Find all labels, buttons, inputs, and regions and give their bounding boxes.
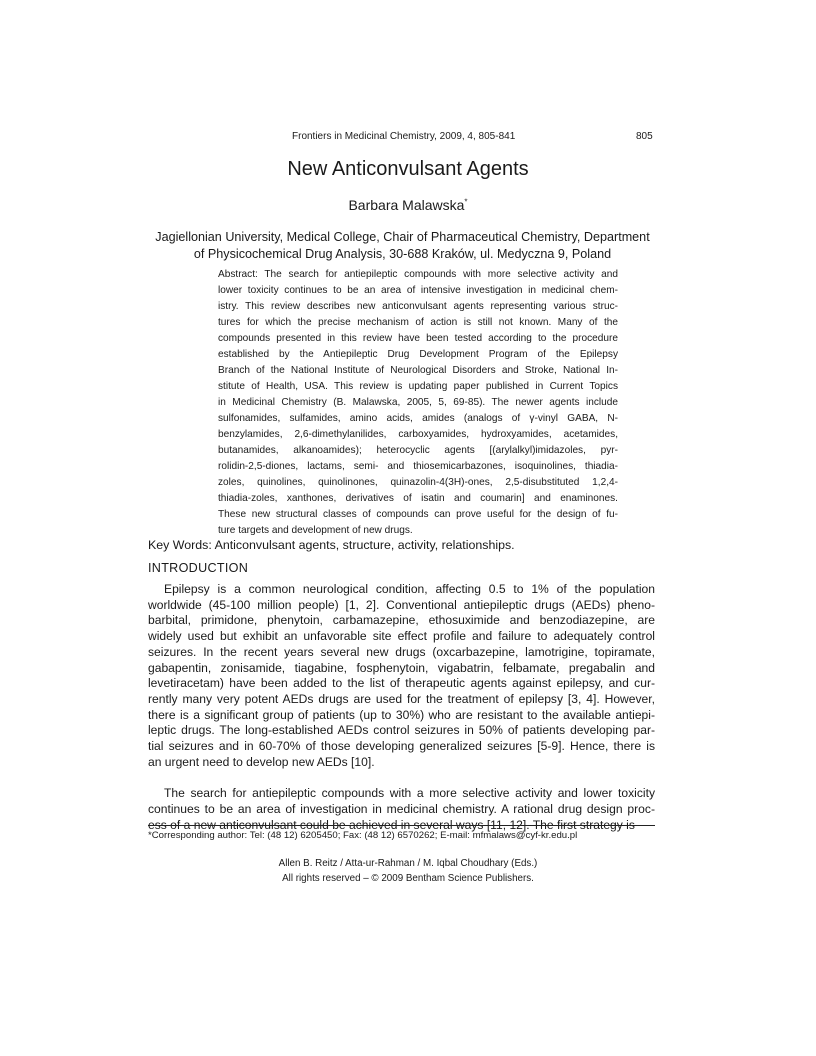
author (0, 197, 816, 213)
author-mark: * (464, 197, 468, 207)
abstract-line: Branch of the National Institute of Neurological Disorders and Stroke, National In- (218, 365, 618, 376)
paragraph-line: rently many very potent AEDs drugs are used for the treatment of epilepsy [3, 4]. However, (148, 691, 655, 706)
abstract-line: butanamides, alkanoamides); heterocyclic agents [(arylalkyl)imidazoles, pyr- (218, 445, 618, 456)
paragraph-gap (148, 770, 655, 786)
page-number: 805 (636, 131, 653, 142)
section-heading: INTRODUCTION (148, 561, 249, 575)
paragraph-line: leptic drugs. The long-established AEDs control seizures in 50% of patients developing par- (148, 723, 655, 738)
body-text (148, 582, 655, 834)
abstract (218, 267, 618, 539)
abstract-line: lower toxicity continues to be an area of intensive investigation in medicinal chem- (218, 285, 618, 296)
copyright-line: All rights reserved – © 2009 Bentham Science Publishers. (282, 873, 534, 884)
paragraph-line: tial seizures and in 60-70% of those developing generalized seizures [5-9]. Hence, there is (148, 739, 655, 754)
abstract-line: istry. This review describes new anticonvulsant agents representing various struc- (218, 301, 618, 312)
abstract-line: compounds presented in this review have been tested according to the procedure (218, 333, 618, 344)
running-header: Frontiers in Medicinal Chemistry, 2009, 4, 805-841 (292, 131, 516, 142)
paragraph-line: there is a significant group of patients (up to 30%) who are resistant to the available antiepi- (148, 707, 655, 722)
footnote-divider (148, 825, 655, 826)
abstract-line: zoles, quinolines, quinolinones, quinazolin-4(3H)-ones, 2,5-disubstituted 1,2,4- (218, 477, 618, 488)
affiliation-line: Jagiellonian University, Medical College, Chair of Pharmaceutical Chemistry, Department (155, 230, 650, 244)
paragraph (148, 786, 655, 833)
paragraph-line: ess of a new anticonvulsant could be achieved in several ways [11, 12]. The first strategy is (148, 817, 635, 832)
abstract-line: benzylamides, 2,6-dimethylanilides, carboxyamides, hydroxyamides, acetamides, (218, 429, 618, 440)
abstract-line: rolidin-2,5-diones, lactams, semi- and thiosemicarbazones, isoquinolines, thiadia- (218, 461, 618, 472)
author-name: Barbara Malawska (348, 197, 465, 213)
article-title: New Anticonvulsant Agents (287, 158, 529, 180)
footnote: *Corresponding author: Tel: (48 12) 6205450; Fax: (48 12) 6570262; E-mail: mfmalaws@cyf-kr.edu.pl (148, 830, 578, 841)
paragraph-line: widely used but exhibit an unfavorable site effect profile and failure to adequately control (148, 629, 655, 644)
paragraph (148, 582, 655, 770)
paragraph-line: Epilepsy is a common neurological condition, affecting 0.5 to 1% of the population (164, 582, 655, 596)
abstract-line: These new structural classes of compounds can prove useful for the design of fu- (218, 509, 618, 520)
paragraph-line: worldwide (45-100 million people) [1, 2]. Conventional antiepileptic drugs (AEDs) pheno- (148, 597, 655, 612)
paragraph-line: barbital, primidone, phenytoin, carbamazepine, ethosuximide and benzodiazepine, are (148, 613, 655, 628)
abstract-line: stitute of Health, USA. This review is updating paper published in Current Topics (218, 381, 618, 392)
abstract-line: thiadia-zoles, xanthones, derivatives of isatin and coumarin] and enaminones. (218, 493, 618, 504)
paragraph-line: seizures. In the recent years several new drugs (oxcarbazepine, lamotrigine, topiramate, (148, 644, 655, 659)
abstract-line: established by the Antiepileptic Drug Development Program of the Epilepsy (218, 349, 618, 360)
affiliation (140, 229, 665, 263)
editors-note (0, 856, 816, 886)
abstract-line: tures for which the precise mechanism of action is still not known. Many of the (218, 317, 618, 328)
paragraph-line: gabapentin, zonisamide, tiagabine, fosphenytoin, vigabatrin, felbamate, pregabalin and (148, 660, 655, 675)
paragraph-line: The search for antiepileptic compounds with a more selective activity and lower toxicity (164, 786, 655, 801)
keywords: Key Words: Anticonvulsant agents, structure, activity, relationships. (148, 538, 515, 552)
abstract-line: in Medicinal Chemistry (B. Malawska, 2005, 5, 69-85). The newer agents include (218, 397, 618, 408)
paragraph-line: an urgent need to develop new AEDs [10]. (148, 754, 375, 769)
editors-line: Allen B. Reitz / Atta-ur-Rahman / M. Iqbal Choudhary (Eds.) (278, 858, 538, 869)
paragraph-line: continues to be an area of investigation in medicinal chemistry. A rational drug design proc- (148, 802, 655, 817)
affiliation-line: of Physicochemical Drug Analysis, 30-688 Kraków, ul. Medyczna 9, Poland (193, 247, 612, 261)
abstract-line: ture targets and development of new drugs. (218, 525, 413, 536)
abstract-line: sulfonamides, sulfamides, amino acids, amides (analogs of γ-vinyl GABA, N- (218, 413, 618, 424)
paragraph-line: levetiracetam) have been added to the list of therapeutic agents against epilepsy, and cur- (148, 676, 655, 691)
abstract-line: Abstract: The search for antiepileptic compounds with more selective activity and (218, 269, 618, 280)
